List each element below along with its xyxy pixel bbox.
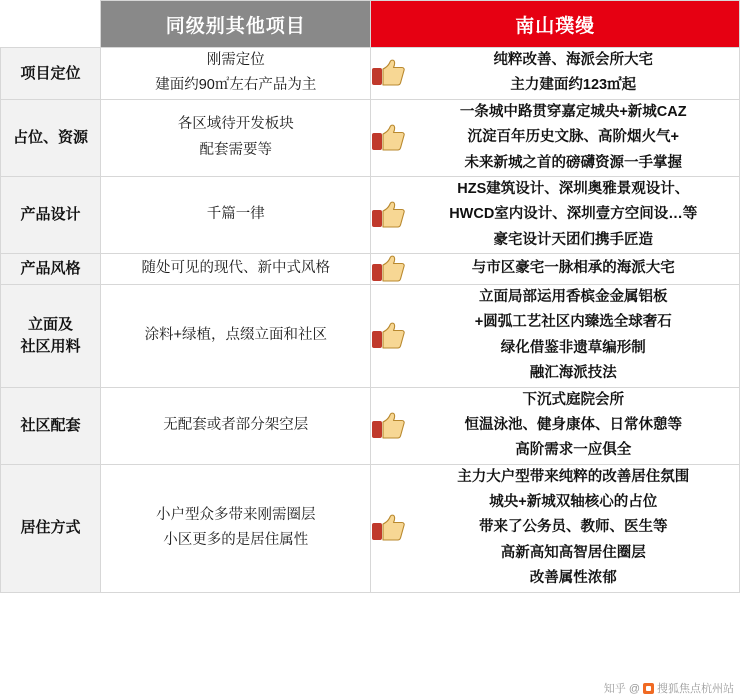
cell-text-line: 小户型众多带来刚需圈层: [156, 506, 316, 523]
table-header: [1, 1, 740, 48]
cell-text-line: 下沉式庭院会所: [522, 391, 624, 408]
row-label: 项目定位: [1, 48, 101, 100]
cell-text-line: 随处可见的现代、新中式风格: [141, 260, 331, 277]
column-header-other: 同级别其他项目: [101, 1, 371, 48]
cell-text-line: 配套需要等: [199, 141, 273, 158]
sohu-logo-icon: [643, 683, 654, 694]
cell-text-block: [407, 177, 739, 253]
cell-text-line: 沉淀百年历史文脉、高阶烟火气+: [467, 129, 679, 146]
row-label: [1, 285, 101, 388]
cell-text-line: 与市区豪宅一脉相承的海派大宅: [471, 260, 675, 277]
cell-text-line: 主力建面约123㎡起: [510, 77, 637, 94]
thumbs-up-icon: [371, 123, 405, 153]
table-row: [1, 176, 740, 253]
cell-text-line: 纯粹改善、海派会所大宅: [493, 52, 653, 68]
row-label: 居住方式: [1, 464, 101, 592]
cell-text-line: 建面约90㎡左右产品为主: [155, 77, 317, 94]
cell-text-line: 高新高知高智居住圈层: [500, 544, 646, 561]
table-row: [1, 254, 740, 285]
row-label: 占位、资源: [1, 99, 101, 176]
cell-other-project: [101, 99, 371, 176]
cell-other-project: [101, 387, 371, 464]
table-corner-cell: [1, 1, 101, 48]
cell-content: [371, 285, 739, 387]
cell-text-line: 小区更多的是居住属性: [163, 532, 309, 549]
cell-text-line: 刚需定位: [206, 52, 265, 68]
cell-content: [371, 388, 739, 464]
cell-other-project: [101, 254, 371, 285]
cell-other-project: [101, 285, 371, 388]
cell-content: [371, 177, 739, 253]
cell-text-line: 各区域待开发板块: [177, 116, 294, 133]
cell-text-line: 高阶需求一应俱全: [515, 442, 632, 459]
column-header-ours: 南山璞缦: [371, 1, 740, 48]
thumbs-up-icon: [371, 254, 405, 284]
cell-text-block: [407, 48, 739, 99]
cell-content: [371, 48, 739, 99]
cell-text-line: 主力大户型带来纯粹的改善居住氛围: [457, 468, 690, 485]
table-row: [1, 387, 740, 464]
cell-nanshan-project: [371, 387, 740, 464]
cell-text-block: [407, 256, 739, 281]
cell-text-line: 融汇海派技法: [529, 365, 617, 382]
watermark-text: 搜狐焦点杭州站: [657, 683, 734, 695]
cell-text-line: +圆弧工艺社区内臻选全球奢石: [474, 314, 672, 331]
cell-other-project: [101, 464, 371, 592]
cell-content: [371, 465, 739, 592]
cell-nanshan-project: [371, 176, 740, 253]
cell-other-project: [101, 48, 371, 100]
cell-text-line: 千篇一律: [206, 206, 265, 223]
table-body: [1, 48, 740, 593]
cell-text-line: 未来新城之首的磅礴资源一手掌握: [464, 154, 682, 171]
row-label: 产品风格: [1, 254, 101, 285]
cell-content: [371, 254, 739, 284]
table-row: [1, 48, 740, 100]
cell-nanshan-project: [371, 285, 740, 388]
cell-nanshan-project: [371, 48, 740, 100]
cell-text-block: [407, 285, 739, 387]
thumbs-up-icon: [371, 321, 405, 351]
row-label: 产品设计: [1, 176, 101, 253]
table-row: [1, 464, 740, 592]
cell-text-block: [407, 100, 739, 176]
cell-text-line: 城央+新城双轴核心的占位: [489, 494, 658, 510]
cell-nanshan-project: [371, 464, 740, 592]
cell-text-line: 无配套或者部分架空层: [163, 416, 309, 433]
cell-text-line: 绿化借鉴非遗草编形制: [500, 339, 646, 356]
row-label-line: 社区用料: [20, 337, 81, 355]
table-row: [1, 99, 740, 176]
watermark: [604, 680, 734, 696]
cell-content: [371, 100, 739, 176]
table-header-row: [1, 1, 740, 48]
thumbs-up-icon: [371, 58, 405, 88]
cell-text-line: 改善属性浓郁: [529, 570, 617, 587]
cell-text-line: 恒温泳池、健身康体、日常休憩等: [464, 416, 682, 433]
cell-text-block: [407, 465, 739, 592]
thumbs-up-icon: [371, 513, 405, 543]
row-label-line: 立面及: [28, 316, 74, 333]
cell-text-block: [407, 388, 739, 464]
cell-text-line: 带来了公务员、教师、医生等: [478, 519, 668, 536]
cell-text-line: HZS建筑设计、深圳奥雅景观设计、: [457, 180, 690, 197]
row-label: 社区配套: [1, 387, 101, 464]
cell-text-line: 豪宅设计天团们携手匠造: [493, 231, 653, 248]
cell-other-project: [101, 176, 371, 253]
cell-text-line: HWCD室内设计、深圳壹方空间设…等: [449, 206, 698, 223]
cell-text-line: 一条城中路贯穿嘉定城央+新城CAZ: [459, 103, 687, 120]
cell-nanshan-project: [371, 254, 740, 285]
thumbs-up-icon: [371, 411, 405, 441]
cell-nanshan-project: [371, 99, 740, 176]
table-row: [1, 285, 740, 388]
cell-text-line: 涂料+绿植，点缀立面和社区: [144, 327, 328, 344]
thumbs-up-icon: [371, 200, 405, 230]
cell-text-line: 立面局部运用香槟金金属铝板: [478, 289, 668, 305]
watermark-prefix: 知乎 @: [603, 683, 640, 695]
